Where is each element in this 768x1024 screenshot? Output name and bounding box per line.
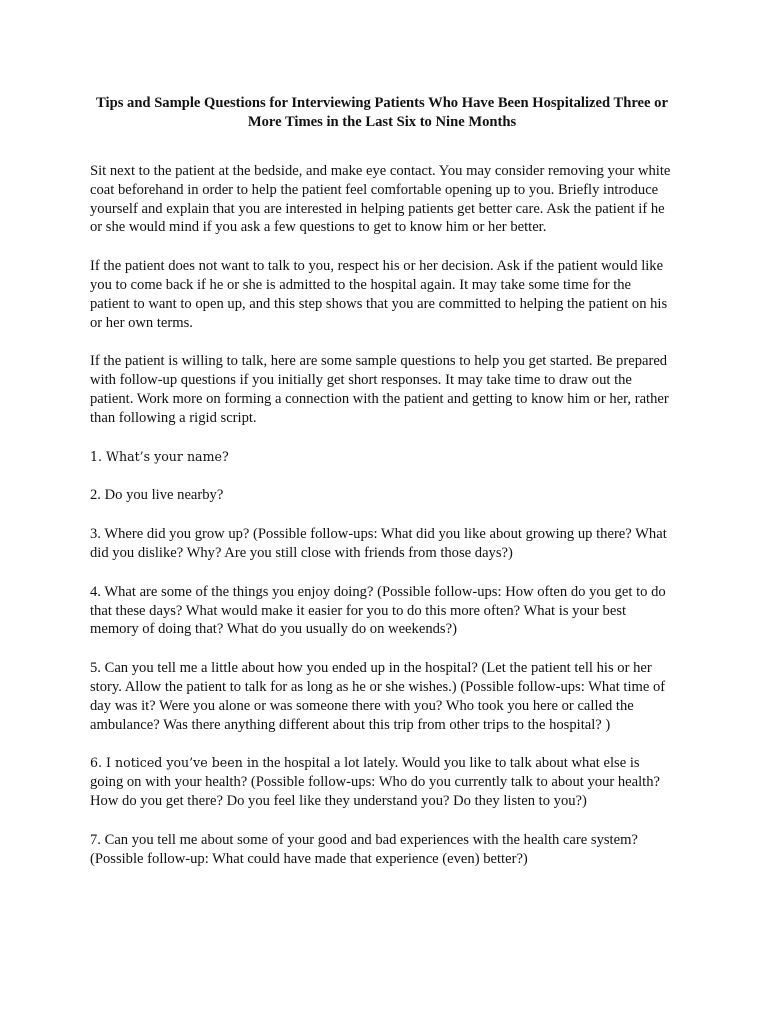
question-2 (90, 486, 674, 505)
question-7-text: 7. Can you tell me about some of your good and bad experiences with the health care system? (Possible follow-up: What could have made that experience (even) better?) (90, 831, 638, 867)
decline-paragraph: If the patient does not want to talk to you, respect his or her decision. Ask if the patient would like you to come back if he or she is admitted to the hospital again. It may take some time for the patient to want to open up, and this step shows that you are committed to helping the patient on his or her own terms. (90, 258, 668, 331)
question-6 (90, 754, 674, 810)
question-3-text: 3. Where did you grow up? (Possible follow-ups: What did you like about growing up there? What did you dislike? Why? Are you still close with friends from those days?) (90, 526, 667, 561)
question-6-text: the hospital a lot lately. Would you like to talk about what else is going on with your health? (Possible follow-ups: Who do you currently talk to about your health? How do you get there? Do you feel like they understand you? Do they listen to you?) (90, 755, 661, 809)
question-3 (90, 525, 674, 563)
question-1 (90, 448, 674, 467)
document-title: Tips and Sample Questions for Interviewing Patients Who Have Been Hospitalized Three or More Times in the Last Six to Nine Months (96, 95, 668, 130)
question-5-text: 5. Can you tell me a little about how you ended up in the hospital? (Let the patient tell his or her story. Allow the patient to talk for as long as he or she wishes.) (Possible follow-ups: What time of day was it? Were you alone or was someone there with you? Who took you here or called the ambulance? Was there anything different about this trip from other trips to the hospital? ) (90, 660, 666, 733)
question-7 (90, 831, 674, 869)
intro-paragraph: Sit next to the patient at the bedside, and make eye contact. You may consider removing your white coat beforehand in order to help the patient feel comfortable opening up to you. Briefly introduce yourself and explain that you are interested in helping patients get better care. Ask the patient if he or she would mind if you ask a few questions to get to know him or her better. (90, 163, 671, 236)
question-5 (90, 659, 674, 734)
question-2-text: 2. Do you live nearby? (90, 487, 224, 504)
question-6-lead: 6. I noticed you’ve been in (90, 755, 259, 771)
question-4-text: 4. What are some of the things you enjoy doing? (Possible follow-ups: How often do you get to do that these days? What would make it easier for you to do this more often? What is your best memory of doing that? What do you usually do on weekends?) (90, 583, 666, 638)
question-1-lead: 1. What’s your name? (90, 448, 229, 464)
willing-paragraph: If the patient is willing to talk, here are some sample questions to help you get started. Be prepared with follow-up questions if you initially get short responses. It may take time to draw out the patient. Work more on forming a connection with the patient and getting to know him or her, rather than following a rigid script. (90, 353, 669, 426)
question-4 (90, 583, 674, 639)
